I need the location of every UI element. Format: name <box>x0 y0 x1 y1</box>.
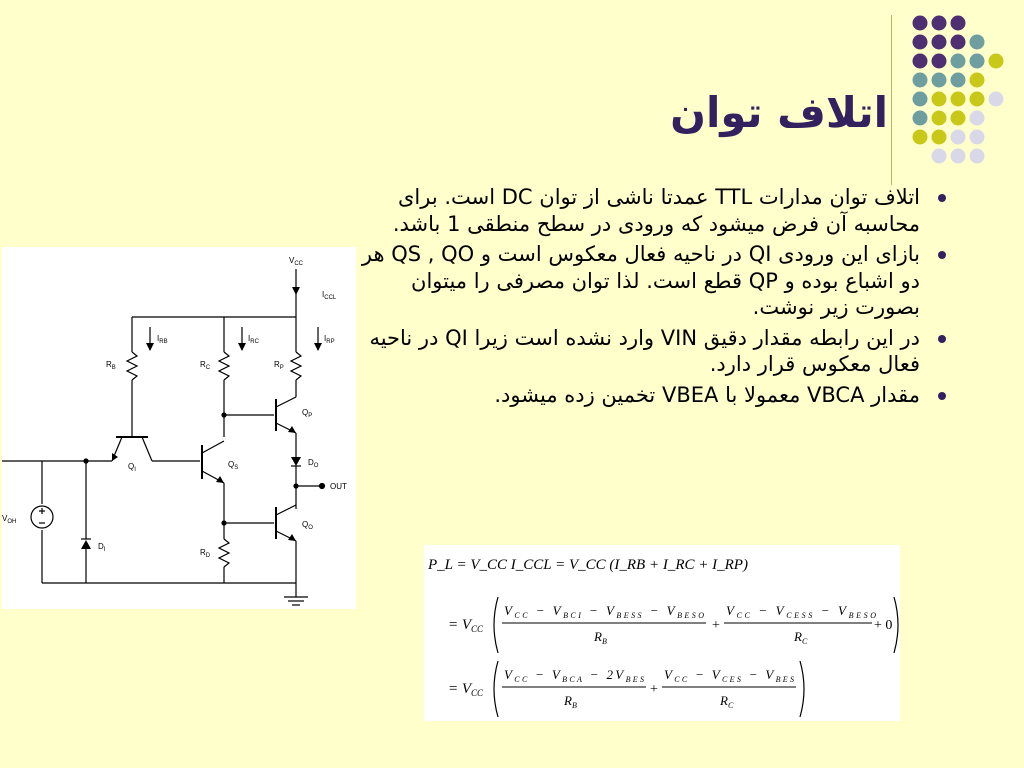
decor-dot <box>913 92 928 107</box>
label-irc: $I_{RC}$ <box>248 334 259 345</box>
rb-resistor <box>127 352 137 380</box>
label-iccl: $I_{CCL}$ <box>322 290 337 301</box>
label-qp: $Q_P$ <box>302 408 313 419</box>
svg-text:VCC − VBCI − VBESS − VBESO: V $_{CC}$ − V $_{BCI}$ − V $_{BESS}$ − V $_{BESO}$ <box>504 603 704 620</box>
bullet-item <box>360 184 950 237</box>
decor-dot <box>913 54 928 69</box>
svg-text:= VCC: = $V_{CC}$ <box>448 681 484 698</box>
decor-dot <box>913 73 928 88</box>
decor-dot <box>932 35 947 50</box>
bullet-text: بازای این ورودی QI در ناحیه فعال معکوس است و QS , QO هر دو اشباع بوده و QP قطع است. لذا توان مصرفی را میتوان بصورت زیر نوشت. <box>361 242 920 319</box>
bullet-text: در این رابطه مقدار دقیق VIN وارد نشده است زیرا QI در ناحیه فعال معکوس قرار دارد. <box>369 325 920 376</box>
bullet-item <box>360 241 950 321</box>
title-divider-line <box>891 15 892 185</box>
decor-dot <box>970 54 985 69</box>
bullet-dot-icon <box>938 335 946 343</box>
decor-dot <box>951 92 966 107</box>
label-qo: $Q_O$ <box>302 520 313 531</box>
decor-dot <box>989 54 1004 69</box>
label-irb: $I_{RB}$ <box>157 334 168 345</box>
decor-dot <box>951 54 966 69</box>
decor-dot <box>913 35 928 50</box>
decor-dot <box>913 16 928 31</box>
decor-dot <box>951 111 966 126</box>
decor-dot <box>951 130 966 145</box>
di-diode <box>81 540 91 549</box>
decor-dot <box>951 35 966 50</box>
out-terminal-icon <box>320 484 325 489</box>
bullet-text: مقدار VBCA معمولا با VBEA تخمین زده میشود. <box>494 382 920 407</box>
rc-resistor <box>219 352 229 380</box>
decor-dot <box>970 149 985 164</box>
svg-text:VCC − VCESS − VBESO: V $_{CC}$ − V $_{CESS}$ − V $_{BESO}$ <box>726 603 876 620</box>
bullet-text: اتلاف توان مدارات TTL عمدتا ناشی از توان DC است. برای محاسبه آن فرض میشود که ورودی در سطح منطقی 1 باشد. <box>392 185 920 236</box>
decor-dot <box>932 149 947 164</box>
label-qs: $Q_S$ <box>228 460 239 471</box>
svg-text:VCC − VBCA − 2VBES: V $_{CC}$ − V $_{BCA}$ − 2V $_{BES}$ <box>504 667 644 684</box>
decor-dot <box>951 16 966 31</box>
svg-text:RB: $R_B$ <box>564 693 577 710</box>
bullet-dot-icon <box>938 194 946 202</box>
equation-line-1: P_L = V_CC I_CCL = V_CC (I_RB + I_RC + I_RP) <box>428 557 748 573</box>
decor-dot <box>913 111 928 126</box>
bullet-dot-icon <box>938 392 946 400</box>
decor-dot <box>932 92 947 107</box>
bullet-dot-icon <box>938 251 946 259</box>
iccl-arrow-icon <box>292 287 300 295</box>
decor-dot <box>970 111 985 126</box>
decor-dot <box>989 92 1004 107</box>
decor-dot <box>970 73 985 88</box>
label-rp: $R_P$ <box>274 360 284 371</box>
svg-text:RC: $R_C$ <box>720 693 734 710</box>
decor-dot <box>913 130 928 145</box>
bullet-list <box>360 184 950 412</box>
irc-arrow-icon <box>238 343 246 351</box>
decor-dot <box>951 73 966 88</box>
svg-text:+: + <box>650 682 658 697</box>
label-irp: $I_{RP}$ <box>324 334 335 345</box>
label-vcc: $V_{CC}$ <box>289 256 304 267</box>
svg-text:= VCC: = $V_{CC}$ <box>448 617 484 634</box>
bullet-item <box>360 382 950 409</box>
rd-resistor <box>219 539 229 567</box>
power-equation <box>424 545 900 721</box>
decor-dot <box>932 16 947 31</box>
decor-dot <box>932 54 947 69</box>
decor-dot <box>970 92 985 107</box>
bullet-item <box>360 325 950 378</box>
label-di: $D_I$ <box>98 542 106 553</box>
svg-text:RB: $R_B$ <box>594 629 607 646</box>
irp-arrow-icon <box>314 343 322 351</box>
decor-dot <box>932 73 947 88</box>
irb-arrow-icon <box>146 343 154 351</box>
decor-dot <box>932 111 947 126</box>
svg-text:RC: $R_C$ <box>794 629 808 646</box>
label-qi: $Q_I$ <box>128 462 136 473</box>
decor-dot <box>970 35 985 50</box>
slide-title: اتلاف توان <box>670 88 888 137</box>
svg-text:+: + <box>712 618 720 633</box>
svg-text:VCC − VCES − VBES: V $_{CC}$ − V $_{CES}$ − V $_{BES}$ <box>664 667 794 684</box>
label-rb: $R_B$ <box>106 360 116 371</box>
decor-dot <box>951 149 966 164</box>
label-rd: $R_D$ <box>200 548 211 559</box>
label-do: $D_O$ <box>308 458 319 469</box>
do-diode <box>291 457 301 466</box>
label-out: OUT <box>330 482 347 491</box>
decor-dot <box>970 130 985 145</box>
rp-resistor <box>291 352 301 380</box>
ttl-circuit-diagram <box>2 247 356 609</box>
label-rc: $R_C$ <box>200 360 211 371</box>
svg-text:+ 0: + 0 <box>874 618 893 633</box>
equation-line-2 <box>448 597 898 653</box>
label-voh: $V_{OH}$ <box>2 514 17 525</box>
equation-line-3 <box>448 661 804 717</box>
decor-dot <box>932 130 947 145</box>
